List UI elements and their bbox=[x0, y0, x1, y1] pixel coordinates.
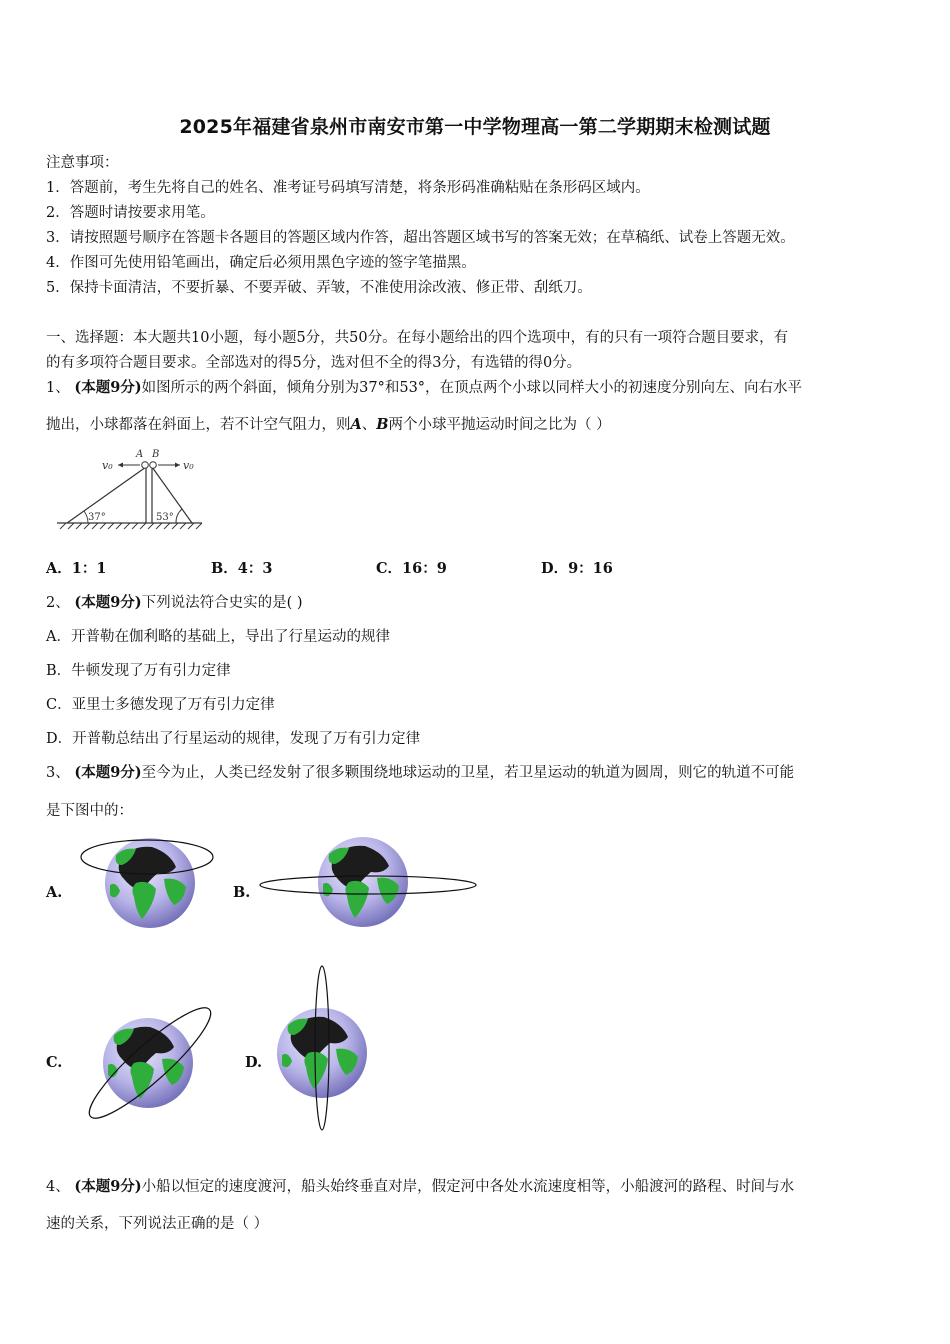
ball-a-label: A bbox=[350, 416, 362, 433]
v0-right-label: v₀ bbox=[183, 459, 194, 472]
question-3-label-d: D. bbox=[245, 1054, 263, 1071]
notice-item-1: 1．答题前，考生先将自己的姓名、准考证号码填写清楚，将条形码准确粘贴在条形码区域内。 bbox=[46, 180, 650, 196]
orbit-option-c[interactable] bbox=[80, 995, 225, 1135]
notice-heading: 注意事项： bbox=[46, 155, 119, 171]
figure-label-a: A bbox=[136, 449, 144, 460]
question-1-stem-1: 如图所示的两个斜面，倾角分别为37°和53°，在顶点两个小球以同样大小的初速度分别向左、向右水平 bbox=[141, 380, 803, 396]
question-4-line-1 bbox=[46, 1175, 794, 1196]
question-2-option-c[interactable]: C．亚里士多德发现了万有引力定律 bbox=[46, 697, 275, 713]
page-title: 2025年福建省泉州市南安市第一中学物理高一第二学期期末检测试题 bbox=[179, 116, 771, 138]
question-4-score: (本题9分) bbox=[74, 1178, 142, 1195]
figure-label-b: B bbox=[152, 449, 160, 460]
question-2-stem bbox=[46, 591, 303, 612]
question-1-stem-2b: 两个小球平抛运动时间之比为（ ） bbox=[388, 417, 611, 433]
question-2-option-a[interactable]: A．开普勒在伽利略的基础上，导出了行星运动的规律 bbox=[46, 629, 390, 645]
ball-b bbox=[150, 462, 157, 469]
notice-item-2: 2．答题时请按要求用笔。 bbox=[46, 205, 215, 221]
question-1-number: 1、 bbox=[46, 380, 70, 396]
question-1-line-2 bbox=[46, 413, 611, 434]
angle-37-label: 37° bbox=[88, 512, 106, 523]
question-2-option-d[interactable]: D．开普勒总结出了行星运动的规律，发现了万有引力定律 bbox=[46, 731, 421, 747]
question-1-option-a[interactable]: A．1：1 bbox=[46, 560, 107, 577]
arrowhead-right bbox=[175, 463, 180, 468]
ground-hatch bbox=[60, 523, 202, 529]
notice-item-4: 4．作图可先使用铅笔画出，确定后必须用黑色字迹的签字笔描黑。 bbox=[46, 255, 476, 271]
left-slope bbox=[67, 467, 146, 523]
question-4-number: 4、 bbox=[46, 1179, 70, 1195]
question-3-line-1 bbox=[46, 761, 794, 782]
orbit-option-b[interactable] bbox=[258, 830, 483, 935]
question-4-stem-1: 小船以恒定的速度渡河，船头始终垂直对岸，假定河中各处水流速度相等，小船渡河的路程、时间与水 bbox=[141, 1179, 795, 1195]
angle-53-label: 53° bbox=[156, 512, 174, 523]
question-2-score: (本题9分) bbox=[74, 594, 142, 611]
v0-left-label: v₀ bbox=[102, 459, 113, 472]
section-heading-line-2: 的有多项符合题目要求。全部选对的得5分，选对但不全的得3分，有选错的得0分。 bbox=[46, 355, 582, 371]
orbit-option-a[interactable] bbox=[75, 825, 220, 935]
ball-b-label: B bbox=[376, 416, 389, 433]
question-1-score: (本题9分) bbox=[74, 379, 142, 396]
question-1-option-c[interactable]: C．16：9 bbox=[376, 560, 447, 577]
question-2-text: 下列说法符合史实的是( ) bbox=[141, 595, 303, 611]
separator: 、 bbox=[361, 417, 377, 433]
notice-item-3: 3．请按照题号顺序在答题卡各题目的答题区域内作答，超出答题区域书写的答案无效；在草稿纸、试卷上答题无效。 bbox=[46, 230, 795, 246]
angle-arc-53 bbox=[176, 509, 182, 523]
question-1-option-b[interactable]: B．4：3 bbox=[211, 560, 273, 577]
question-2-option-b[interactable]: B．牛顿发现了万有引力定律 bbox=[46, 663, 231, 679]
question-3-label-c: C. bbox=[46, 1054, 63, 1071]
question-3-score: (本题9分) bbox=[74, 764, 142, 781]
question-1-option-d[interactable]: D．9：16 bbox=[541, 560, 613, 577]
notice-item-5: 5．保持卡面清洁，不要折暴、不要弄破、弄皱，不准使用涂改液、修正带、刮纸刀。 bbox=[46, 280, 592, 296]
orbit-option-d[interactable] bbox=[270, 963, 380, 1133]
ball-a bbox=[142, 462, 149, 469]
question-3-label-a: A. bbox=[46, 884, 63, 901]
section-heading-line-1: 一、选择题：本大题共10小题，每小题5分，共50分。在每小题给出的四个选项中，有的只有一项符合题目要求，有 bbox=[46, 330, 789, 346]
question-1-line-1 bbox=[46, 376, 802, 397]
question-2-number: 2、 bbox=[46, 595, 70, 611]
question-1-stem-2a: 抛出，小球都落在斜面上，若不计空气阻力，则 bbox=[46, 417, 351, 433]
arrowhead-left bbox=[118, 463, 123, 468]
question-3-line-2: 是下图中的： bbox=[46, 803, 133, 819]
incline-diagram bbox=[52, 445, 207, 535]
question-3-number: 3、 bbox=[46, 765, 70, 781]
question-3-label-b: B. bbox=[233, 884, 251, 901]
question-4-line-2: 速的关系，下列说法正确的是（ ） bbox=[46, 1216, 269, 1232]
question-3-stem-1: 至今为止，人类已经发射了很多颗围绕地球运动的卫星，若卫星运动的轨道为圆周，则它的轨道不可能 bbox=[141, 765, 795, 781]
